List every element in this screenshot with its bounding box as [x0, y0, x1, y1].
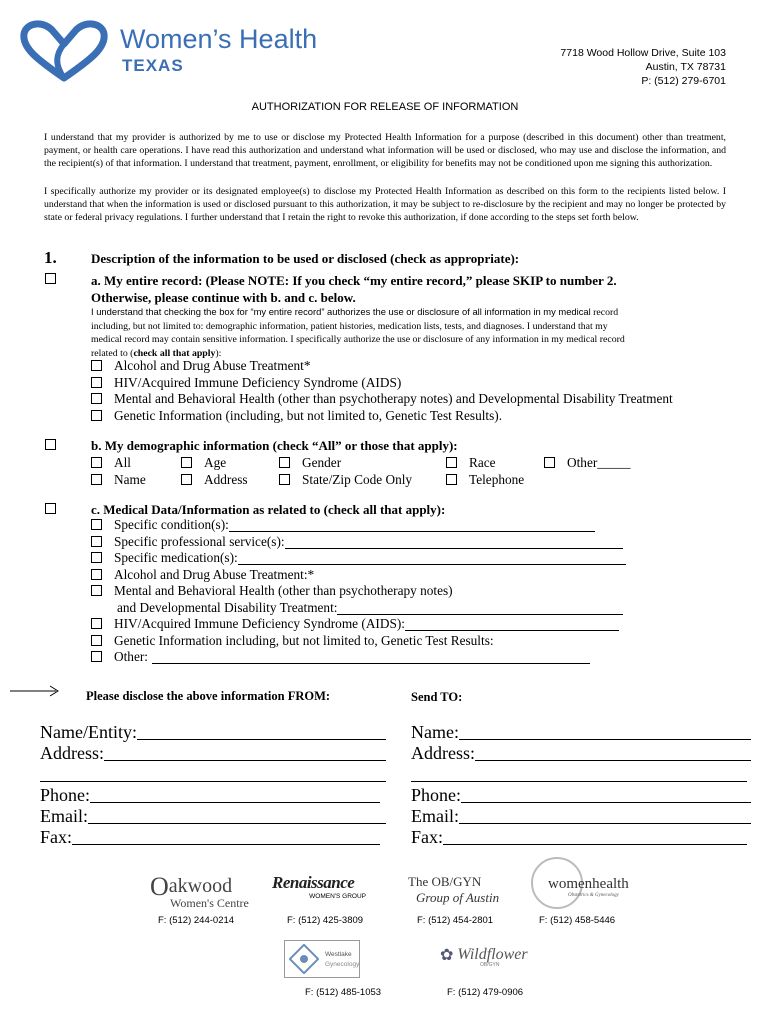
from-address-input[interactable]: [104, 743, 386, 761]
list-item: [91, 649, 651, 666]
list-item: [91, 600, 651, 617]
name-checkbox[interactable]: [91, 474, 102, 485]
list-item-label: Other:: [114, 649, 148, 664]
to-fax-input[interactable]: [443, 827, 747, 845]
section-number: 1.: [44, 248, 57, 267]
list-item-label: Specific medication(s):: [114, 550, 238, 565]
alcohol-checkbox[interactable]: [91, 360, 102, 371]
entire-record-note: [91, 305, 727, 360]
list-item: [279, 455, 412, 472]
disclose-from-label: Please disclose the above information FROM:: [86, 689, 331, 703]
list-item: [279, 472, 412, 489]
to-name-input[interactable]: [459, 722, 751, 740]
womenhealth-logo-text: womenhealth: [548, 876, 629, 892]
partner-oakwood: [150, 872, 260, 911]
condition-checkbox[interactable]: [91, 519, 102, 530]
to-phone-input[interactable]: [461, 785, 751, 803]
from-name-label: Name/Entity:: [40, 722, 137, 742]
list-item: [91, 391, 673, 408]
medical-data-checkbox[interactable]: [45, 503, 56, 514]
to-phone-row: [411, 785, 751, 806]
from-address-input-2[interactable]: [40, 764, 386, 782]
mental-health-checkbox[interactable]: [91, 393, 102, 404]
list-item: [91, 517, 651, 534]
other-demo-checkbox[interactable]: [544, 457, 555, 468]
address-line2: Austin, TX 78731: [645, 61, 726, 73]
clinic-phone: P: (512) 279-6701: [641, 75, 726, 87]
list-item: [91, 616, 651, 633]
renaissance-logo-sub: WOMEN'S GROUP: [309, 893, 366, 900]
condition-field[interactable]: [229, 517, 595, 532]
all-checkbox[interactable]: [91, 457, 102, 468]
renaissance-fax: F: (512) 425-3809: [287, 915, 364, 926]
to-phone-label: Phone:: [411, 785, 462, 805]
list-item-label: Specific professional service(s):: [114, 533, 285, 549]
demographic-heading: b. My demographic information (check “All” or those that apply):: [91, 438, 458, 453]
from-email-label: Email:: [40, 806, 88, 826]
obgyn-fax: F: (512) 454-2801: [417, 915, 494, 926]
oakwood-logo-text: akwood: [168, 875, 233, 897]
list-item: [446, 472, 524, 489]
list-item-label: Mental and Behavioral Health (other than psychotherapy notes): [114, 583, 453, 598]
list-item-label: and Developmental Disability Treatment:: [117, 599, 338, 615]
from-phone-label: Phone:: [40, 785, 91, 805]
wildflower-fax: F: (512) 479-0906: [447, 987, 524, 998]
note-sans-text: I understand that checking the box for “my entire record” authorizes the use or disclosure of all information in my medical: [91, 306, 591, 317]
alcohol-med-checkbox[interactable]: [91, 569, 102, 580]
clinic-address: [560, 46, 726, 88]
logo-subtitle: TEXAS: [122, 56, 184, 75]
logo-title: Women’s Health: [120, 24, 318, 54]
hiv-field[interactable]: [405, 616, 619, 631]
section-heading: Description of the information to be used or disclosed (check as appropriate):: [91, 251, 520, 266]
gender-label: Gender: [302, 455, 342, 470]
intro-paragraph-2: I specifically authorize my provider or its designated employee(s) to disclose my Protected Health Information as described on this form to the recipients listed below. I understand that when the information is used or disclosed pursuant to this authorization, it may be subject to re-disclosure by the recipient and may no longer be protected by state or federal privacy regulations. I further understand that I retain the right to revoke this authorization, if done according to the steps set forth below.: [44, 186, 726, 223]
other-field[interactable]: [152, 649, 590, 664]
medical-data-heading: c. Medical Data/Information as related to (check all that apply):: [91, 502, 446, 517]
to-fields: [411, 722, 751, 848]
list-item: [91, 583, 651, 600]
from-email-input[interactable]: [88, 806, 386, 824]
address-label: Address: [204, 471, 248, 487]
womenhealth-logo-sub: Obstetrics & Gynecology: [568, 893, 619, 898]
address-checkbox[interactable]: [181, 474, 192, 485]
list-item-label: Alcohol and Drug Abuse Treatment:*: [114, 566, 315, 582]
hiv-checkbox[interactable]: [91, 377, 102, 388]
medication-field[interactable]: [238, 550, 626, 565]
from-phone-input[interactable]: [90, 785, 380, 803]
from-phone-row: [40, 785, 386, 806]
entire-record-checkbox[interactable]: [45, 273, 56, 284]
list-item: [91, 408, 673, 425]
to-address-input[interactable]: [475, 743, 751, 761]
from-name-input[interactable]: [137, 722, 386, 740]
hiv-med-checkbox[interactable]: [91, 618, 102, 629]
list-item: [181, 472, 248, 489]
sensitive-items-list: [91, 358, 673, 424]
from-fax-input[interactable]: [72, 827, 380, 845]
list-item-label: Alcohol and Drug Abuse Treatment*: [114, 358, 311, 373]
from-fax-row: [40, 827, 386, 848]
genetic-med-checkbox[interactable]: [91, 635, 102, 646]
genetic-checkbox[interactable]: [91, 410, 102, 421]
from-address-row: [40, 743, 386, 764]
to-name-row: [411, 722, 751, 743]
obgyn-logo-text: The OB/GYN: [408, 874, 482, 889]
westlake-fax: F: (512) 485-1053: [305, 987, 382, 998]
list-item-label: HIV/Acquired Immune Deficiency Syndrome (AIDS): [114, 374, 402, 390]
list-item: [91, 472, 146, 489]
list-item: [91, 633, 651, 650]
race-label: Race: [469, 455, 496, 470]
to-email-input[interactable]: [459, 806, 751, 824]
list-item: [446, 455, 524, 472]
arrow-right-icon: [10, 685, 60, 697]
from-address-row-2: [40, 764, 386, 785]
note-text-4a: related to (: [91, 347, 134, 359]
note-line-1: [91, 305, 727, 320]
note-text-4c: ):: [215, 347, 222, 359]
wildflower-logo-sub: OB/GYN: [480, 962, 500, 968]
to-address-label: Address:: [411, 743, 475, 763]
list-item: [91, 358, 673, 375]
demo-col-4: [446, 455, 524, 488]
to-name-label: Name:: [411, 722, 459, 742]
gender-checkbox[interactable]: [279, 457, 290, 468]
telephone-label: Telephone: [469, 471, 525, 487]
to-address-row: [411, 743, 751, 764]
heart-logo-icon: [18, 20, 110, 84]
list-item: [91, 567, 651, 584]
mental-med-checkbox[interactable]: [91, 585, 102, 596]
to-email-row: [411, 806, 751, 827]
telephone-checkbox[interactable]: [446, 474, 457, 485]
list-item-label: Mental and Behavioral Health (other than psychotherapy notes) and Developmental Disability Treatment: [114, 391, 673, 406]
oakwood-logo-sub: Women's Centre: [170, 896, 249, 910]
list-item: [91, 534, 651, 551]
other-med-checkbox[interactable]: [91, 651, 102, 662]
entire-record-label: a. My entire record: (Please NOTE: If you check “my entire record,” please SKIP to number 2.: [91, 273, 617, 288]
list-item-label: Genetic Information (including, but not limited to, Genetic Test Results).: [114, 407, 503, 423]
age-checkbox[interactable]: [181, 457, 192, 468]
note-line-2: including, but not limited to: demographic information, patient histories, medication lists, tests, and diagnoses. I understand that my: [91, 320, 608, 332]
partner-obgyn: [408, 874, 508, 906]
medication-checkbox[interactable]: [91, 552, 102, 563]
service-checkbox[interactable]: [91, 536, 102, 547]
demo-col-1: [91, 455, 146, 488]
address-line1: 7718 Wood Hollow Drive, Suite 103: [560, 47, 726, 59]
list-item: [91, 375, 673, 392]
note-text-4b: check all that apply: [133, 347, 216, 359]
all-label: All: [114, 455, 131, 470]
wildflower-flower-icon: ✿: [440, 947, 454, 964]
state-zip-checkbox[interactable]: [279, 474, 290, 485]
from-email-row: [40, 806, 386, 827]
wildflower-logo-text: Wildflower: [457, 946, 528, 963]
demo-col-5: [544, 455, 631, 472]
from-name-row: [40, 722, 386, 743]
send-to-label: Send TO:: [411, 690, 463, 704]
oakwood-o-icon: O: [150, 872, 169, 901]
name-label: Name: [114, 471, 146, 487]
age-label: Age: [204, 455, 227, 470]
oakwood-fax: F: (512) 244-0214: [158, 915, 235, 926]
from-fax-label: Fax:: [40, 827, 73, 847]
list-item: [544, 455, 631, 472]
partner-womenhealth: [528, 856, 628, 910]
brand-logo: [18, 20, 348, 82]
medical-items-list: [91, 517, 651, 666]
to-address-row-2: [411, 764, 751, 785]
note-line-3: medical record may contain sensitive information. I specifically authorize the use or disclosure of any information in my medical record: [91, 334, 625, 345]
westlake-logo-sub: Gynecology: [325, 961, 360, 968]
page-title: AUTHORIZATION FOR RELEASE OF INFORMATION: [251, 101, 519, 113]
renaissance-logo-text: Renaissance: [272, 873, 355, 892]
entire-record-label-2: Otherwise, please continue with b. and c. below.: [91, 290, 356, 305]
to-email-label: Email:: [411, 806, 459, 826]
demographic-checkbox[interactable]: [45, 439, 56, 450]
race-checkbox[interactable]: [446, 457, 457, 468]
from-address-label: Address:: [40, 743, 104, 763]
service-field[interactable]: [285, 534, 623, 549]
list-item-label: HIV/Acquired Immune Deficiency Syndrome (AIDS):: [114, 616, 405, 631]
westlake-logo-text: Westlake: [325, 951, 352, 958]
westlake-flower-icon: [289, 944, 319, 974]
list-item: [181, 455, 248, 472]
list-item-label: Genetic Information including, but not limited to, Genetic Test Results:: [114, 632, 494, 648]
womenhealth-fax: F: (512) 458-5446: [539, 915, 616, 926]
demo-col-2: [181, 455, 248, 488]
intro-paragraph-1: I understand that my provider is authorized by me to use or disclose my Protected Health Information for a purpose (described in this document) other than treatment, payment, or health care operations. I have read this authorization and understand what information will be used or disclosed, who may use and disclose the information, and the recipient(s) of that information. I understand that treatment, payment, enrollment, or eligibility for benefits may not be conditioned upon me signing this authorization.: [44, 132, 726, 169]
mental-field[interactable]: [337, 600, 623, 615]
to-address-input-2[interactable]: [411, 764, 747, 782]
from-fields: [40, 722, 386, 848]
oakwood-logo: [150, 872, 260, 911]
partner-renaissance: [272, 873, 372, 900]
list-item-label: Specific condition(s):: [114, 517, 229, 532]
note-serif-text: record: [593, 307, 619, 318]
state-zip-label: State/Zip Code Only: [302, 471, 413, 487]
partner-wildflower: [440, 945, 540, 968]
partner-westlake: [284, 940, 360, 978]
to-fax-label: Fax:: [411, 827, 444, 847]
demo-col-3: [279, 455, 412, 488]
other-demo-label: Other_____: [567, 455, 631, 470]
list-item: [91, 455, 146, 472]
obgyn-logo-sub: Group of Austin: [416, 890, 500, 905]
list-item: [91, 550, 651, 567]
to-fax-row: [411, 827, 751, 848]
